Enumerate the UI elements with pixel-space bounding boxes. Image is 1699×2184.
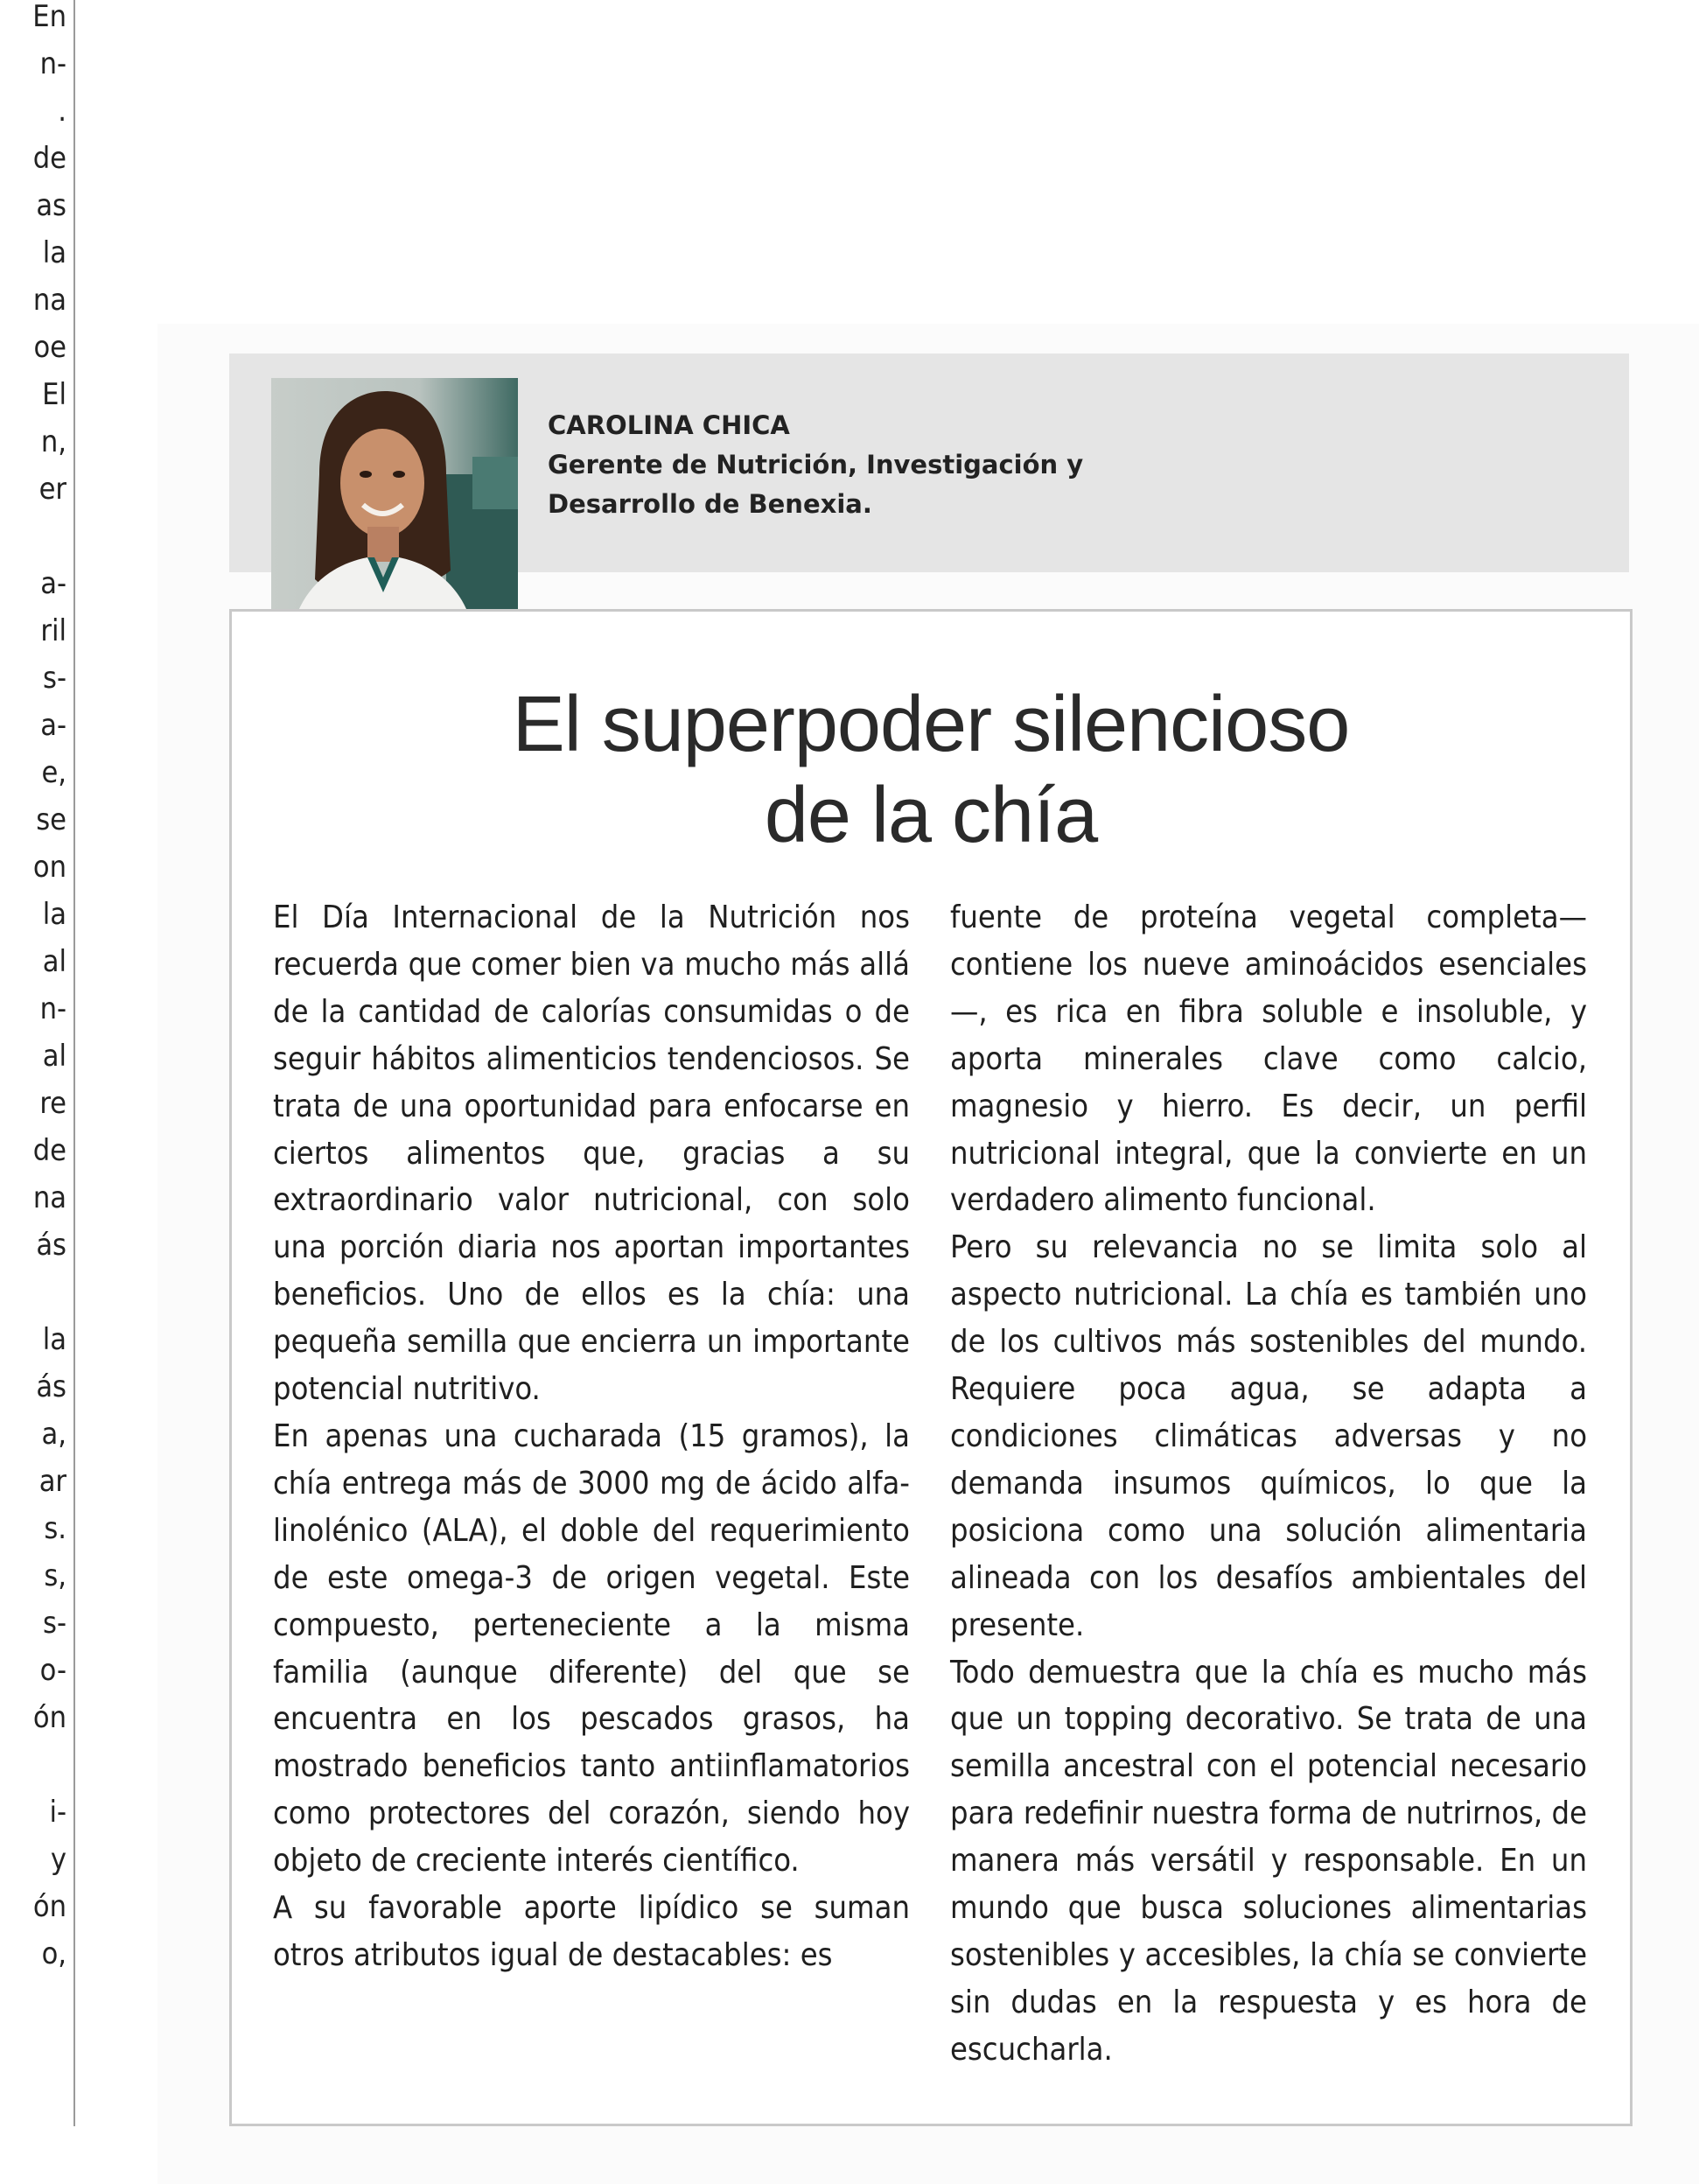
neighbor-text-fragment: n- [39,991,66,1026]
neighbor-text-fragment: e, [41,755,66,790]
neighbor-text-fragment: re [39,1086,66,1121]
neighbor-text-fragment: s- [43,661,66,696]
article-column-left [273,894,910,1979]
neighbor-text-fragment: oe [33,330,66,365]
neighbor-text-fragment: s. [44,1511,66,1546]
neighbor-text-fragment: ril [40,613,66,648]
neighbor-text-fragment: ón [32,1889,66,1924]
neighbor-text-fragment: on [32,850,66,885]
neighbor-text-fragment: . [58,94,66,129]
neighbor-text-fragment: as [36,188,66,223]
neighbor-text-fragment: s, [44,1558,66,1593]
neighbor-text-fragment: se [36,802,66,837]
author-name: CAROLINA CHICA [548,410,790,440]
article-column-right [950,894,1587,2074]
article-paragraph: El Día Internacional de la Nutrición nos recuerda que comer bien va mucho más allá de la cantidad de calorías consumidas o de seguir hábitos alimenticios tendenciosos. Se trata de una oportunidad para enfocarse en ciertos alimentos que, gracias a su extraordinario valor nutricional, con solo una porción diaria nos aportan importantes beneficios. Uno de ellos es la chía: una pequeña semilla que encierra un importante potencial nutritivo. [273,900,910,1408]
neighbor-text-fragment: la [42,897,66,932]
neighbor-text-fragment: a- [40,566,66,601]
article-title-line-2: de la chía [764,772,1098,859]
neighbor-text-fragment: s- [43,1606,66,1641]
article-paragraph: Pero su relevancia no se limita solo al aspecto nutricional. La chía es también uno de los cultivos más sostenibles del mundo. Requiere poca agua, se adapta a condiciones climáticas adversas y no demanda insumos químicos, lo que la posiciona como una solución alimentaria alineada con los desafíos ambientales del presente. [950,1229,1587,1643]
neighbor-text-fragment: al [42,1039,66,1074]
neighbor-text-fragment: ar [38,1464,66,1499]
neighbor-text-fragment: i- [49,1795,66,1830]
neighbor-text-fragment: ón [32,1700,66,1735]
article-title [229,679,1633,861]
neighbor-text-fragment: El [42,377,66,412]
author-info [548,406,1160,524]
neighbor-text-fragment: ás [36,1369,66,1404]
article-paragraph: En apenas una cucharada (15 gramos), la chía entrega más de 3000 mg de ácido alfa-linolénico (ALA), el doble del requerimiento de este omega-3 de origen vegetal. Este compuesto, perteneciente a la misma familia (aunque diferente) del que se encuentra en los pescados grasos, ha mostrado beneficios tanto antiinflamatorios como protectores del corazón, siendo hoy objeto de creciente interés científico. [273,1418,910,1880]
neighbor-text-fragment: na [32,1180,66,1215]
article-title-line-1: El superpoder silencioso [512,681,1350,768]
neighbor-text-fragment: En [32,0,66,34]
neighbor-text-fragment: er [38,472,66,507]
neighbor-text-fragment: na [32,283,66,318]
neighbor-text-fragment: a- [40,708,66,743]
neighbor-text-fragment: a, [41,1417,66,1452]
neighbor-text-fragment: n, [40,424,66,459]
neighbor-text-fragment: al [42,944,66,979]
neighbor-text-fragment: la [42,235,66,270]
neighbor-text-fragment: n- [39,46,66,81]
neighbor-text-fragment: o- [39,1653,66,1688]
article-paragraph: A su favorable aporte lipídico se suman otros atributos igual de destacables: es [273,1890,910,1973]
neighbor-text-fragment: o, [41,1936,66,1971]
neighbor-text-fragment: ás [36,1228,66,1263]
article-paragraph: fuente de proteína vegetal completa—contiene los nueve aminoácidos esenciales—, es rica en fibra soluble e insoluble, y aporta minerales clave como calcio, magnesio y hierro. Es decir, un perfil nutricional integral, que la convierte en un verdadero alimento funcional. [950,900,1587,1219]
article-paragraph: Todo demuestra que la chía es mucho más que un topping decorativo. Se trata de una semilla ancestral con el potencial necesario para redefinir nuestra forma de nutrirnos, de manera más versátil y responsable. En un mundo que busca soluciones alimentarias sostenibles y accesibles, la chía se convierte sin dudas en la respuesta y es hora de escucharla. [950,1654,1587,2068]
neighbor-text-fragment: de [32,141,66,176]
neighbor-text-fragment: la [42,1322,66,1357]
neighbor-text-fragment: y [50,1842,66,1877]
neighbor-text-fragment: de [32,1133,66,1168]
neighbor-column-fragment [0,0,75,2126]
author-role: Gerente de Nutrición, Investigación y Desarrollo de Benexia. [548,450,1084,519]
